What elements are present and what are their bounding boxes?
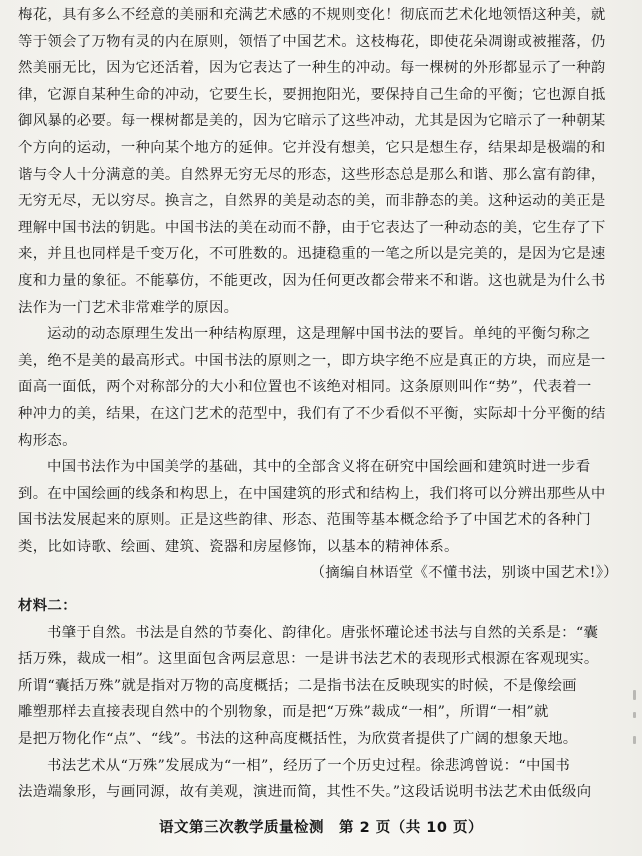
source-citation: （摘编自林语堂《不懂书法，别谈中国艺术!》）: [310, 565, 618, 582]
paragraph-history: [18, 753, 624, 806]
text-line: 构形态。: [18, 432, 77, 449]
text-line: 理解中国书法的钥匙。中国书法的美在动而不静，由于它表达了一种动态的美，它生存了下: [18, 219, 606, 236]
text-line: 中国书法作为中国美学的基础，其中的全部含义将在研究中国绘画和建筑时进一步看: [47, 459, 591, 476]
text-line: 美，绝不是美的最高形式。中国书法的原则之一，即方块字绝不应是真正的方块，而应是一: [18, 352, 606, 369]
paragraph-dynamic-principle: [18, 321, 624, 454]
text-line: 是把万物化作“点”、“线”。书法的这种高度概括性，为欣赏者提供了广阔的想象天地。: [18, 731, 578, 748]
text-line: 到。在中国绘画的线条和构思上，在中国建筑的形式和结构上，我们将可以分辨出那些从中: [18, 485, 606, 502]
text-line: 书肇于自然。书法是自然的节奏化、韵律化。唐张怀瓘论述书法与自然的关系是：“囊: [47, 624, 599, 641]
text-line: 等于领会了万物有灵的内在原则，领悟了中国艺术。这枝梅花，即使花朵凋谢或被摧落，仍: [18, 33, 606, 50]
scan-speck: [633, 690, 636, 700]
text-line: 无穷无尽，无以穷尽。换言之，自然界的美是动态的美，而非静态的美。这种运动的美正是: [18, 193, 606, 210]
text-line: 所谓“囊括万殊”就是指对万物的高度概括；二是指书法在反映现实的时候，不是像绘画: [18, 677, 577, 694]
text-line: 运动的动态原理生发出一种结构原理，这是理解中国书法的要旨。单纯的平衡匀称之: [47, 326, 591, 343]
text-line: 谐与令人十分满意的美。自然界无穷无尽的形态，这些形态总是那么和谐、那么富有韵律，: [18, 166, 606, 183]
page-body: [18, 2, 624, 806]
paragraph-nature-origin: [18, 620, 624, 753]
text-line: 国书法发展起来的原则。正是这些韵律、形态、范围等基本概念给予了中国艺术的各种门: [18, 512, 591, 529]
text-line: 括万殊，裁成一相”。这里面包含两层意思：一是讲书法艺术的表现形式根源在客观现实。: [18, 651, 599, 668]
text-line: 法作为一门艺术非常难学的原因。: [18, 299, 239, 316]
text-line: 种冲力的美，结果，在这门艺术的范型中，我们有了不少看似不平衡，实际却十分平衡的结: [18, 405, 606, 422]
paragraph-plum-blossom: [18, 2, 624, 321]
text-line: 法造端象形，与画同源，故有美观，演进而简，其性不失。”这段话说明书法艺术由低级向: [18, 784, 592, 801]
text-line: 类，比如诗歌、绘画、建筑、瓷器和房屋修饰，以基本的精神体系。: [18, 538, 459, 555]
text-line: 然美丽无比，因为它还活着，因为它表达了一种生的冲动。每一棵树的外形都显示了一种韵: [18, 60, 606, 77]
text-line: 度和力量的象征。不能摹仿，不能更改，因为任何更改都会带来不和谐。这也就是为什么书: [18, 272, 606, 289]
text-line: 面高一面低，两个对称部分的大小和位置也不该绝对相同。这条原则叫作“势”，代表着一: [18, 379, 592, 396]
paragraph-aesthetic-foundation: [18, 454, 624, 560]
text-line: 梅花，具有多么不经意的美丽和充满艺术感的不规则变化！彻底而艺术化地领悟这种美，就: [18, 7, 606, 23]
text-line: 雕塑那样去直接表现自然中的个别物象，而是把“万殊”裁成“一相”，所谓“一相”就: [18, 704, 549, 721]
scan-speck: [633, 736, 636, 744]
text-line: 律，它源自某种生命的冲动，它要生长，要拥抱阳光，要保持自己生命的平衡；它也源自抵: [18, 86, 606, 103]
text-line: 书法艺术从“万殊”发展成为“一相”，经历了一个历史过程。徐悲鸿曾说：“中国书: [47, 757, 571, 774]
text-line: 御风暴的必要。每一棵树都是美的，因为它暗示了这些冲动，尤其是因为它暗示了一种朝某: [18, 113, 606, 130]
page-footer: 语文第三次教学质量检测 第 2 页（共 10 页）: [159, 820, 483, 836]
material-two-heading: 材料二：: [18, 597, 77, 615]
scan-speck: [633, 712, 636, 718]
text-line: 个方向的运动，一种向某个地方的延伸。它并没有想美，它只是想生存，结果却是极端的和: [18, 139, 606, 156]
text-line: 来，并且也同样是千变万化，不可胜数的。迅捷稳重的一笔之所以是完美的，是因为它是速: [18, 246, 606, 263]
